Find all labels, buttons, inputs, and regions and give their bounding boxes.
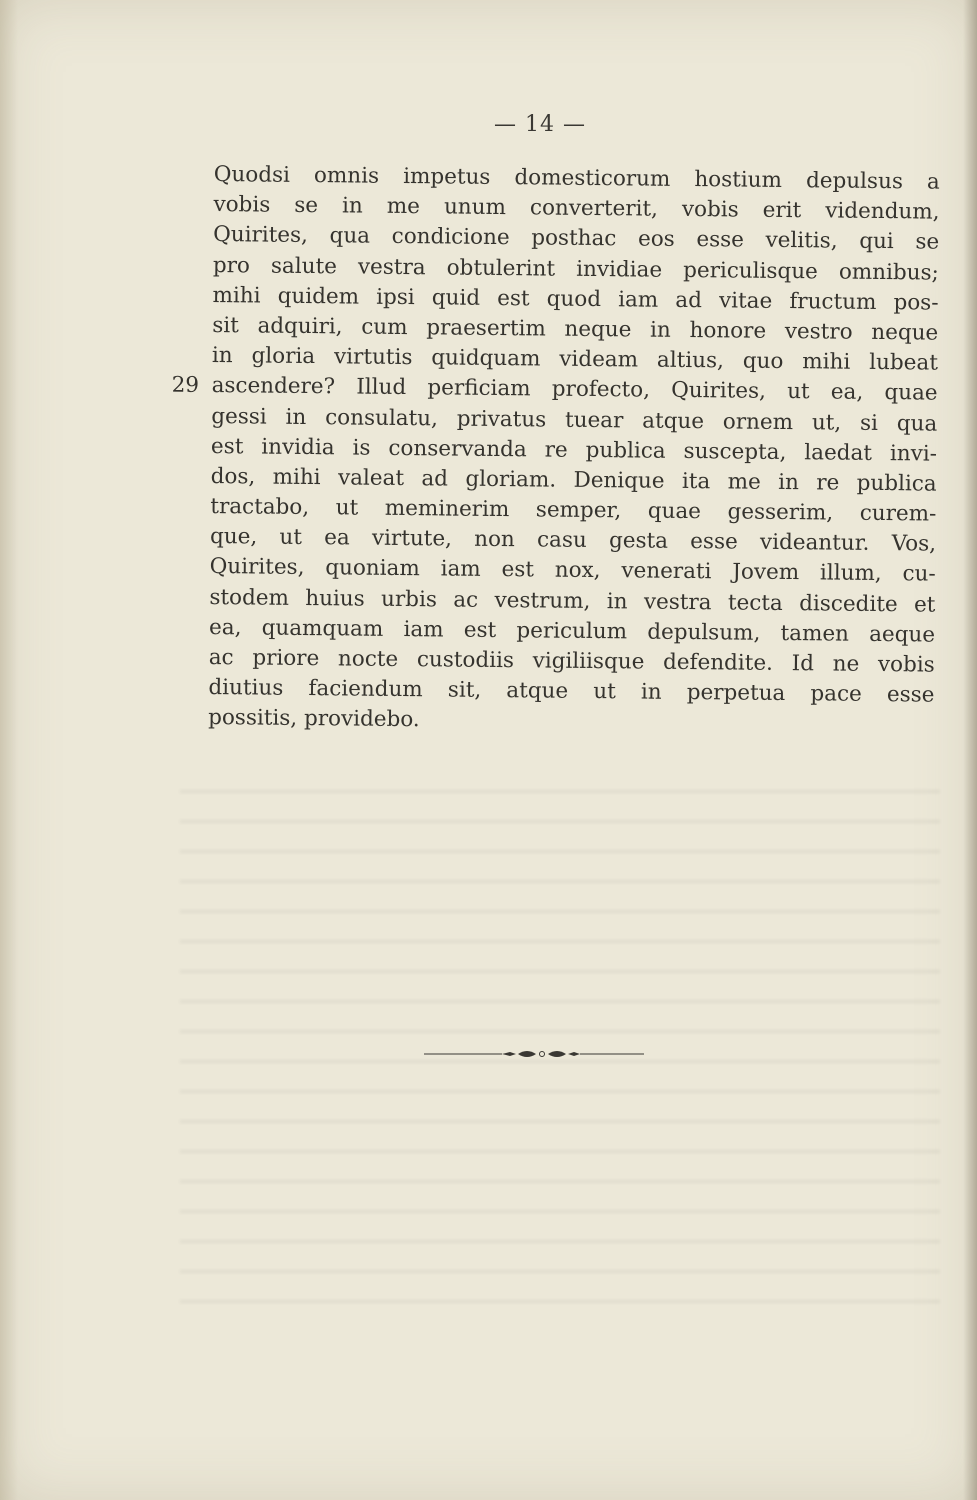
text-line: gessi in consulatu, privatus tuear atque ornem ut, si qua	[211, 403, 938, 437]
page-edge-right	[963, 0, 977, 1500]
text-line: in gloria virtutis quidquam videam altius, quo mihi lubeat	[211, 343, 939, 376]
text-line: tractabo, ut meminerim semper, quae gesserim, curem-	[210, 494, 937, 527]
text-line: est invidia is conservanda re publica suscepta, laedat invi-	[210, 433, 938, 467]
body-text	[171, 160, 940, 741]
text-line: 29 ascendere? Illud perficiam profecto, Quirites, ut ea, quae	[171, 372, 938, 406]
section-margin-number: 29	[171, 372, 200, 399]
text-line: stodem huius urbis ac vestrum, in vestra tecta discedite et	[209, 584, 936, 618]
text-line: dos, mihi valeat ad gloriam. Denique ita me in re publica	[210, 463, 937, 497]
text-line: possitis, providebo.	[208, 705, 420, 733]
end-ornament-icon	[424, 1038, 644, 1068]
page-number: — 14 —	[494, 112, 586, 137]
text-line: pro salute vestra obtulerint invidiae periculisque omnibus;	[212, 252, 939, 286]
page-edge-left	[0, 0, 18, 1500]
text-line: que, ut ea virtute, non casu gesta esse videantur. Vos,	[209, 524, 937, 557]
text-line: diutius faciendum sit, atque ut in perpetua pace esse	[208, 675, 935, 708]
text-line: ac priore nocte custodiis vigiliisque defendite. Id ne vobis	[208, 644, 935, 678]
text-line: Quirites, qua condicione posthac eos esse velitis, qui se	[213, 222, 940, 255]
text-line: vobis se in me unum converterit, vobis erit videndum,	[213, 192, 940, 225]
text-line: Quirites, quoniam iam est nox, venerati Jovem illum, cu-	[209, 554, 936, 588]
text-line: mihi quidem ipsi quid est quod iam ad vitae fructum pos-	[212, 282, 939, 316]
text-line: Quodsi omnis impetus domesticorum hostium depulsus a	[213, 161, 940, 195]
text-line: ea, quamquam iam est periculum depulsum, tamen aeque	[208, 614, 936, 648]
text-line: sit adquiri, cum praesertim neque in honore vestro neque	[212, 312, 939, 346]
